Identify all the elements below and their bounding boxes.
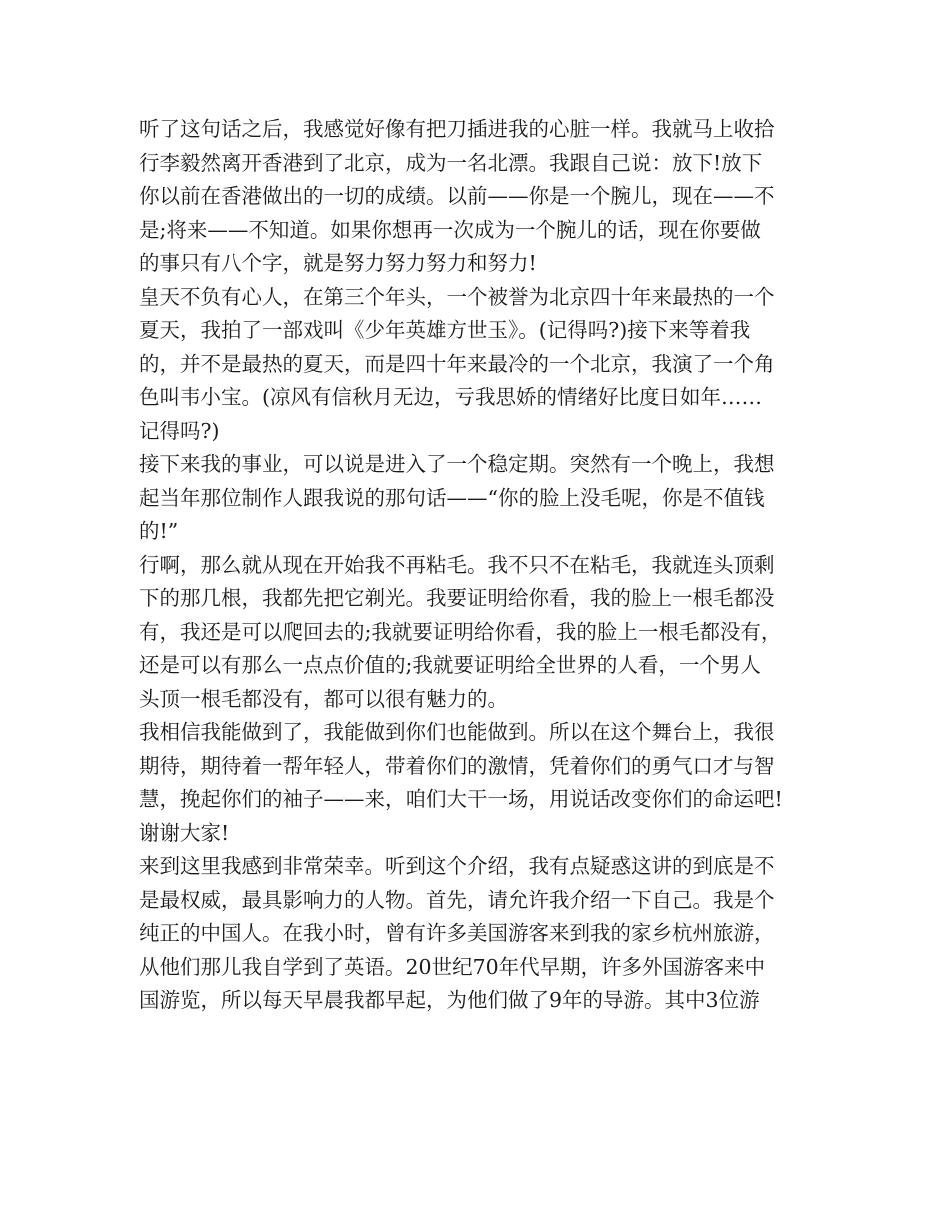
text-line: 谢谢大家! [139, 820, 230, 845]
text-line: 的!” [139, 519, 179, 543]
text-line: 是最权威，最具影响力的人物。首先，请允许我介绍一下自己。我是个 [139, 887, 775, 912]
text-line: 行啊，那么就从现在开始我不再粘毛。我不只不在粘毛，我就连头顶剩 [139, 552, 775, 577]
text-line: 我相信我能做到了，我能做到你们也能做到。所以在这个舞台上，我很 [139, 720, 775, 744]
text-line: 起当年那位制作人跟我说的那句话——“你的脸上没毛呢，你是不值钱 [139, 485, 765, 510]
text-line: 记得吗?) [139, 418, 220, 443]
text-line: 夏天，我拍了一部戏叫《少年英雄方世玉》。(记得吗?)接下来等着我 [139, 318, 751, 342]
text-line: 是;将来——不知道。如果你想再一次成为一个腕儿的话，现在你要做 [139, 217, 761, 242]
text-line: 头顶一根毛都没有，都可以很有魅力的。 [139, 686, 508, 711]
text-line: 期待，期待着一帮年轻人，带着你们的激情，凭着你们的勇气口才与智 [139, 753, 775, 778]
text-line: 慧，挽起你们的袖子——来，咱们大干一场，用说话改变你们的命运吧! [139, 787, 783, 811]
text-line: 接下来我的事业，可以说是进入了一个稳定期。突然有一个晚上，我想 [139, 452, 775, 476]
body-text [139, 113, 829, 1018]
text-line: 的事只有八个字，就是努力努力努力和努力! [139, 251, 537, 275]
text-line: 行李毅然离开香港到了北京，成为一名北漂。我跟自己说：放下!放下 [139, 150, 763, 175]
text-line: 皇天不负有心人，在第三个年头，一个被誉为北京四十年来最热的一个 [139, 284, 775, 309]
text-line: 从他们那儿我自学到了英语。20世纪70年代早期，许多外国游客来中 [139, 954, 766, 979]
text-line: 有，我还是可以爬回去的;我就要证明给你看，我的脸上一根毛都没有， [139, 619, 782, 644]
text-line: 色叫韦小宝。(凉风有信秋月无边，亏我思娇的情绪好比度日如年…… [139, 385, 762, 409]
text-line: 国游览，所以每天早晨我都早起，为他们做了9年的导游。其中3位游 [139, 988, 760, 1012]
text-line: 纯正的中国人。在我小时，曾有许多美国游客来到我的家乡杭州旅游， [139, 921, 775, 945]
text-line: 听了这句话之后，我感觉好像有把刀插进我的心脏一样。我就马上收拾 [139, 117, 775, 141]
text-line: 的，并不是最热的夏天，而是四十年来最冷的一个北京，我演了一个角 [139, 351, 775, 376]
text-line: 来到这里我感到非常荣幸。听到这个介绍，我有点疑惑这讲的到底是不 [139, 854, 775, 878]
text-line: 下的那几根，我都先把它剃光。我要证明给你看，我的脸上一根毛都没 [139, 586, 775, 610]
text-line: 还是可以有那么一点点价值的;我就要证明给全世界的人看，一个男人 [139, 653, 761, 677]
text-line: 你以前在香港做出的一切的成绩。以前——你是一个腕儿，现在——不 [139, 184, 775, 208]
